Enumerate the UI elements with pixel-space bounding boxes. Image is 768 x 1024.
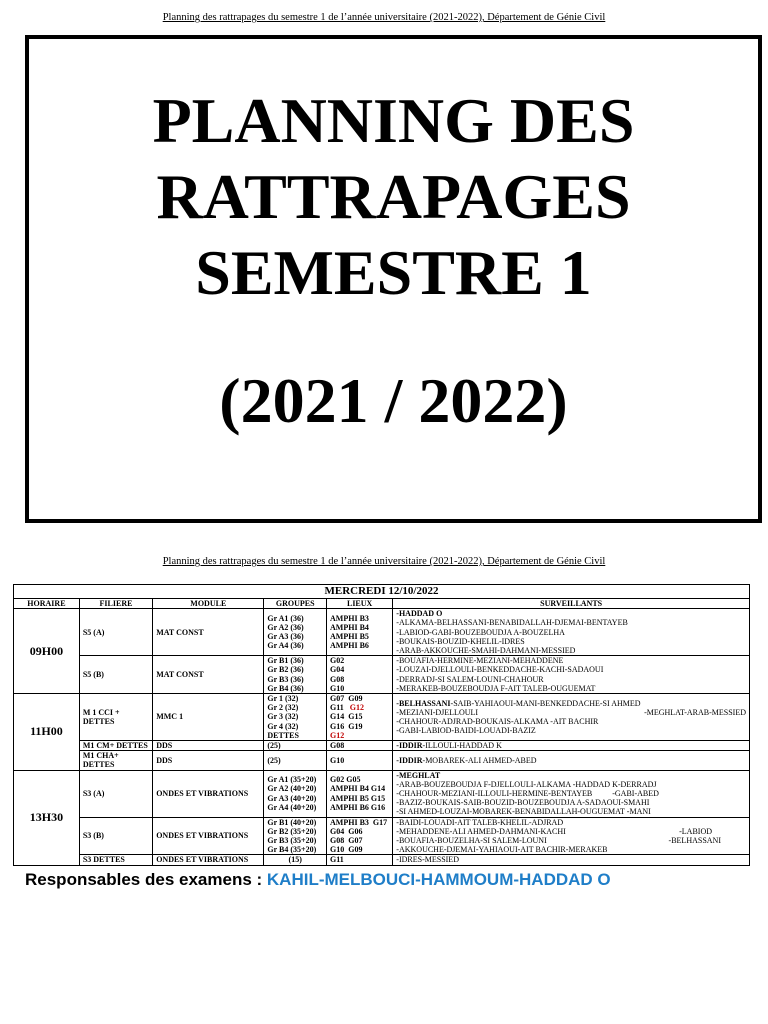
groupes-cell: Gr A1 (35+20) Gr A2 (40+20) Gr A3 (40+20) Gr A4 (40+20) xyxy=(264,770,327,817)
table-row xyxy=(14,817,750,855)
title-line-2: RATTRAPAGES xyxy=(156,161,631,232)
document-header: Planning des rattrapages du semestre 1 de l’année universitaire (2021-2022), Département de Génie Civil xyxy=(162,12,606,23)
col-surveillants: SURVEILLANTS xyxy=(393,599,750,609)
surveillants-cell: -BELHASSANI-SAIB-YAHIAOUI-MANI-BENKEDDACHE-SI AHMED -MEZIANI-DJELLOULI -MEGHLAT-ARAB-MESSIED -CHAHOUR-ADJRAD-BOUKAIS-ALKAMA -AIT BACHIR -GABI-LABIOD-BAIDI-LOUADI-BAZIZ xyxy=(393,694,750,741)
module-cell: MAT CONST xyxy=(153,656,264,694)
module-cell: ONDES ET VIBRATIONS xyxy=(153,770,264,817)
module-cell: MMC 1 xyxy=(153,694,264,741)
surveillants-cell: -IDDIR-MOBAREK-ALI AHMED-ABED xyxy=(393,751,750,770)
lieux-cell: G11 xyxy=(327,855,393,865)
lieux-cell: G02 G05 AMPHI B4 G14 AMPHI B5 G15 AMPHI B6 G16 xyxy=(327,770,393,817)
groupes-cell: Gr A1 (36) Gr A2 (36) Gr A3 (36) Gr A4 (36) xyxy=(264,609,327,656)
surveillants-cell: -IDDIR-ILLOULI-HADDAD K xyxy=(393,741,750,751)
groupes-cell: (25) xyxy=(264,741,327,751)
lieux-cell: G02 G04 G08 G10 xyxy=(327,656,393,694)
title-line-3: SEMESTRE 1 xyxy=(195,237,592,308)
responsables-names: KAHIL-MELBOUCI-HAMMOUM-HADDAD O xyxy=(266,870,611,889)
surveillants-cell: -IDRES-MESSIED xyxy=(393,855,750,865)
time-slot: 13H30 xyxy=(14,770,80,865)
lieux-cell: AMPHI B3 G17 G04 G06 G08 G07 G10 G09 xyxy=(327,817,393,855)
exam-responsables xyxy=(25,870,611,890)
filiere-cell: S5 (B) xyxy=(79,656,152,694)
filiere-cell: S5 (A) xyxy=(79,609,152,656)
module-cell: ONDES ET VIBRATIONS xyxy=(153,855,264,865)
module-cell: DDS xyxy=(153,741,264,751)
groupes-cell: (15) xyxy=(264,855,327,865)
filiere-cell: M 1 CCI + DETTES xyxy=(79,694,152,741)
filiere-cell: S3 DETTES xyxy=(79,855,152,865)
title-line-4: (2021 / 2022) xyxy=(219,365,568,436)
lieux-cell: G08 xyxy=(327,741,393,751)
document-header-2: Planning des rattrapages du semestre 1 de l’année universitaire (2021-2022), Département de Génie Civil xyxy=(162,556,606,567)
surveillants-cell: -BOUAFIA-HERMINE-MEZIANI-MEHADDENE -LOUZAI-DJELLOULI-BENKEDDACHE-KACHI-SADAOUI -DERRADJ-SI SALEM-LOUNI-CHAHOUR -MERAKEB-BOUZEBOUDJA F-AIT TALEB-OUGUEMAT xyxy=(393,656,750,694)
lieux-cell: G10 xyxy=(327,751,393,770)
surveillants-cell: -HADDAD O -ALKAMA-BELHASSANI-BENABIDALLAH-DJEMAI-BENTAYEB -LABIOD-GABI-BOUZEBOUDJA A-BOUZELHA -BOUKAIS-BOUZID-KHELIL-IDRES -ARAB-AKKOUCHE-SMAHI-DAHMANI-MESSIED xyxy=(393,609,750,656)
time-slot: 11H00 xyxy=(14,694,80,771)
table-row xyxy=(14,855,750,865)
table-row xyxy=(14,770,750,817)
module-cell: MAT CONST xyxy=(153,609,264,656)
groupes-cell: Gr B1 (36) Gr B2 (36) Gr B3 (36) Gr B4 (36) xyxy=(264,656,327,694)
title-box xyxy=(25,35,762,523)
exam-schedule-table xyxy=(13,584,750,866)
title-line-1: PLANNING DES xyxy=(152,85,635,156)
col-module: MODULE xyxy=(153,599,264,609)
surveillants-cell: -MEGHLAT -ARAB-BOUZEBOUDJA F-DJELLOULI-ALKAMA -HADDAD K-DERRADJ -CHAHOUR-MEZIANI-ILLOULI-HERMINE-BENTAYEB -GABI-ABED -BAZIZ-BOUKAIS-SAIB-BOUZID-BOUZEBOUDJA A-SADAOUI-SMAHI -SI AHMED-LOUZAI-MOBAREK-BENABIDALLAH-OUGUEMAT -MANI xyxy=(393,770,750,817)
filiere-cell: S3 (B) xyxy=(79,817,152,855)
time-slot: 09H00 xyxy=(14,609,80,694)
groupes-cell: (25) xyxy=(264,751,327,770)
table-row xyxy=(14,694,750,741)
responsables-label: Responsables des examens : xyxy=(25,870,267,889)
groupes-cell: Gr 1 (32) Gr 2 (32) Gr 3 (32) Gr 4 (32) DETTES xyxy=(264,694,327,741)
col-lieux: LIEUX xyxy=(327,599,393,609)
table-row xyxy=(14,609,750,656)
col-filiere: FILIERE xyxy=(79,599,152,609)
filiere-cell: S3 (A) xyxy=(79,770,152,817)
filiere-cell: M1 CHA+ DETTES xyxy=(79,751,152,770)
surveillants-cell: -BAIDI-LOUADI-AIT TALEB-KHELIL-ADJRAD -MEHADDENE-ALI AHMED-DAHMANI-KACHI -LABIOD -BOUAFIA-BOUZELHA-SI SALEM-LOUNI -BELHASSANI -AKKOUCHE-DJEMAI-YAHIAOUI-AIT BACHIR-MERAKEB xyxy=(393,817,750,855)
module-cell: DDS xyxy=(153,751,264,770)
filiere-cell: M1 CM+ DETTES xyxy=(79,741,152,751)
module-cell: ONDES ET VIBRATIONS xyxy=(153,817,264,855)
col-groupes: GROUPES xyxy=(264,599,327,609)
lieux-cell: G07 G09 G11 G12 G14 G15 G16 G19 G12 xyxy=(327,694,393,741)
table-row xyxy=(14,741,750,751)
table-row xyxy=(14,751,750,770)
table-row xyxy=(14,656,750,694)
col-horaire: HORAIRE xyxy=(14,599,80,609)
lieux-cell: AMPHI B3 AMPHI B4 AMPHI B5 AMPHI B6 xyxy=(327,609,393,656)
header-row xyxy=(14,599,750,609)
day-heading: MERCREDI 12/10/2022 xyxy=(14,585,750,599)
groupes-cell: Gr B1 (40+20) Gr B2 (35+20) Gr B3 (35+20) Gr B4 (35+20) xyxy=(264,817,327,855)
